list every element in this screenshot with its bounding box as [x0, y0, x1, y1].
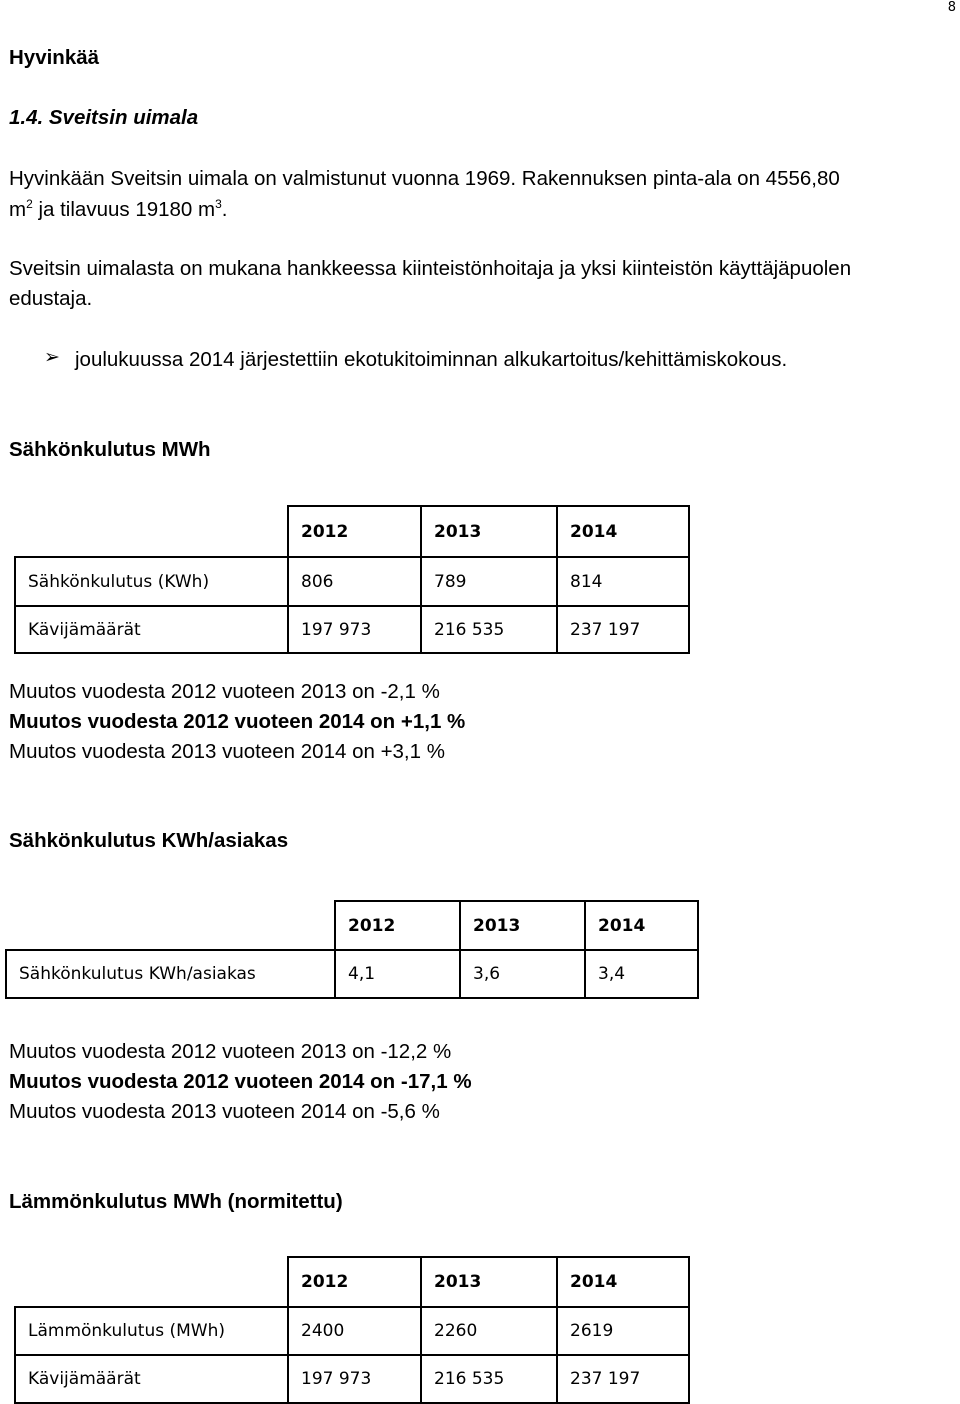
- intro-paragraph-line-2: $m^2$ ja tilavuus 19180 $m^3$.: [9, 197, 228, 221]
- participants-line-1: Sveitsin uimalasta on mukana hankkeessa kiinteistönhoitaja ja yksi kiinteistön käyttäjäpuolen: [9, 257, 852, 280]
- city-heading: Hyvinkää: [9, 46, 100, 69]
- table-row: [6, 950, 698, 998]
- row-label: Kävijämäärät: [15, 606, 288, 653]
- table-cell: 216 535: [421, 1355, 557, 1403]
- table-cell: 2260: [421, 1307, 557, 1355]
- empty-header-cell: [15, 506, 288, 557]
- year-header: 2014: [585, 901, 698, 950]
- change-line: Muutos vuodesta 2012 vuoteen 2013 on -2,1 %: [9, 680, 440, 703]
- table-cell: 4,1: [335, 950, 460, 998]
- table-header-row: [15, 506, 689, 557]
- table-cell: 237 197: [557, 606, 689, 653]
- change-line-highlight: Muutos vuodesta 2012 vuoteen 2014 on -17,1 %: [9, 1070, 472, 1093]
- intro-paragraph-line-1: Hyvinkään Sveitsin uimala on valmistunut vuonna 1969. Rakennuksen pinta-ala on 4556,80: [9, 167, 840, 190]
- table-cell: 806: [288, 557, 421, 606]
- year-header: 2012: [288, 506, 421, 557]
- row-label: Kävijämäärät: [15, 1355, 288, 1403]
- change-line: Muutos vuodesta 2013 vuoteen 2014 on +3,1 %: [9, 740, 445, 763]
- table-cell: 197 973: [288, 606, 421, 653]
- table-row: [15, 557, 689, 606]
- year-header: 2014: [557, 1257, 689, 1307]
- table-row: [15, 606, 689, 653]
- year-header: 2013: [421, 1257, 557, 1307]
- electricity-per-customer-heading: Sähkönkulutus KWh/asiakas: [9, 829, 289, 852]
- table-header-row: [15, 1257, 689, 1307]
- electricity-mwh-table: [14, 505, 690, 654]
- bullet-text: joulukuussa 2014 järjestettiin ekotukitoiminnan alkukartoitus/kehittämiskokous.: [75, 348, 788, 371]
- row-label: Sähkönkulutus KWh/asiakas: [6, 950, 335, 998]
- year-header: 2013: [460, 901, 585, 950]
- table-header-row: [6, 901, 698, 950]
- participants-line-2: edustaja.: [9, 287, 93, 310]
- table-cell: 789: [421, 557, 557, 606]
- change-line-highlight: Muutos vuodesta 2012 vuoteen 2014 on +1,1 %: [9, 710, 466, 733]
- table-cell: 197 973: [288, 1355, 421, 1403]
- year-header: 2012: [288, 1257, 421, 1307]
- heating-mwh-heading: Lämmönkulutus MWh (normitettu): [9, 1190, 343, 1213]
- table-cell: 2619: [557, 1307, 689, 1355]
- arrow-bullet-icon: ➢: [44, 346, 60, 368]
- year-header: 2014: [557, 506, 689, 557]
- table-cell: 3,4: [585, 950, 698, 998]
- table-cell: 237 197: [557, 1355, 689, 1403]
- table-cell: 216 535: [421, 606, 557, 653]
- year-header: 2012: [335, 901, 460, 950]
- empty-header-cell: [15, 1257, 288, 1307]
- table-cell: 814: [557, 557, 689, 606]
- change-line: Muutos vuodesta 2012 vuoteen 2013 on -12,2 %: [9, 1040, 452, 1063]
- heating-mwh-table: [14, 1256, 690, 1404]
- year-header: 2013: [421, 506, 557, 557]
- electricity-per-customer-table: [5, 900, 699, 999]
- empty-header-cell: [6, 901, 335, 950]
- row-label: Lämmönkulutus (MWh): [15, 1307, 288, 1355]
- electricity-mwh-heading: Sähkönkulutus MWh: [9, 438, 211, 461]
- section-title: 1.4. Sveitsin uimala: [9, 106, 199, 129]
- table-row: [15, 1355, 689, 1403]
- table-cell: 2400: [288, 1307, 421, 1355]
- table-row: [15, 1307, 689, 1355]
- change-line: Muutos vuodesta 2013 vuoteen 2014 on -5,6 %: [9, 1100, 440, 1123]
- table-cell: 3,6: [460, 950, 585, 998]
- page-number: 8: [947, 0, 956, 15]
- row-label: Sähkönkulutus (KWh): [15, 557, 288, 606]
